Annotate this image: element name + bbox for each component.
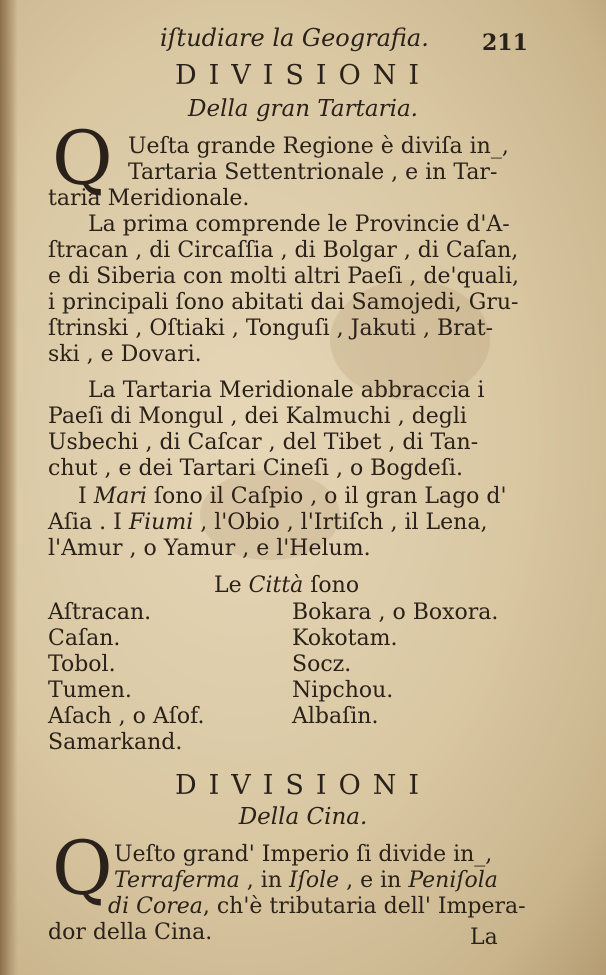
section-subheading: Della gran Tartaria. — [188, 96, 418, 122]
catchword: La — [470, 925, 498, 950]
text-line: ſtrinski , Oſtiaki , Tonguſi , Jakuti , Brat- — [48, 316, 494, 341]
paragraph — [48, 134, 548, 212]
text-line: Aſia . I Fiumi , l'Obio , l'Irtiſch , il Lena, — [48, 510, 488, 535]
drop-cap: Q — [52, 116, 113, 202]
text-line: l'Amur , o Yamur , e l'Helum. — [48, 536, 371, 561]
text-line: ſtracan , di Circaſſia , di Bolgar , di Caſan, — [48, 238, 519, 263]
paragraph — [48, 378, 548, 482]
text-line: di Corea, ch'è tributaria dell' Impera- — [108, 894, 526, 919]
page-header — [0, 14, 606, 56]
drop-cap: Q — [52, 826, 113, 912]
italic-term: di Corea — [108, 894, 203, 919]
city-item: Samarkand. — [48, 730, 183, 755]
text-line: Paeſi di Mongul , dei Kalmuchi , degli — [48, 404, 467, 429]
city-item: Albaſin. — [292, 704, 379, 729]
city-item: Tobol. — [48, 652, 116, 677]
paragraph — [48, 484, 548, 562]
italic-term: Fiumi — [128, 510, 194, 535]
city-item: Kokotam. — [292, 626, 398, 651]
text-line: i principali ſono abitati dai Samojedi, Gru- — [48, 290, 519, 315]
section-heading: DIVISIONI — [174, 60, 432, 91]
city-list-right — [292, 600, 498, 730]
text-line: Ueſto grand' Imperio ſi divide in_, — [114, 842, 493, 867]
section-heading: DIVISIONI — [174, 770, 432, 801]
cities-heading: Le Città ſono — [214, 573, 360, 598]
italic-term: Iſole — [288, 868, 340, 893]
text-line: ski , e Dovari. — [48, 342, 202, 367]
italic-term: Terraferma — [114, 868, 240, 893]
text-line: e di Siberia con molti altri Paeſi , de'quali, — [48, 264, 519, 289]
city-item: Socz. — [292, 652, 352, 677]
text-line: Tartaria Settentrionale , e in Tar- — [128, 160, 498, 185]
text-line: I Mari ſono il Caſpio , o il gran Lago d' — [78, 484, 507, 509]
italic-term: Peniſola — [408, 868, 498, 893]
city-list-left — [48, 600, 204, 756]
city-item: Aſtracan. — [48, 600, 152, 625]
running-title: iſtudiare la Geografia. — [160, 24, 429, 52]
text-line: dor della Cina. — [48, 920, 213, 945]
city-item: Nipchou. — [292, 678, 394, 703]
text-line: Usbechi , di Caſcar , del Tibet , di Tan- — [48, 430, 479, 455]
text-line: taria Meridionale. — [48, 186, 250, 211]
text-line: La prima comprende le Provincie d'A- — [88, 212, 510, 237]
page-number: 211 — [482, 30, 528, 56]
text-line: Terraferma , in Iſole , e in Peniſola — [114, 868, 498, 893]
city-item: Caſan. — [48, 626, 121, 651]
text-line: chut , e dei Tartari Cineſi , o Bogdeſi. — [48, 456, 463, 481]
section-subheading: Della Cina. — [238, 804, 368, 830]
city-item: Aſach , o Aſof. — [48, 704, 205, 729]
city-item: Tumen. — [48, 678, 132, 703]
city-item: Bokara , o Boxora. — [292, 600, 499, 625]
paragraph — [48, 212, 548, 368]
text-line: Ueſta grande Regione è diviſa in_, — [128, 134, 509, 159]
text-line: La Tartaria Meridionale abbraccia i — [88, 378, 485, 403]
italic-term: Mari — [93, 484, 147, 509]
